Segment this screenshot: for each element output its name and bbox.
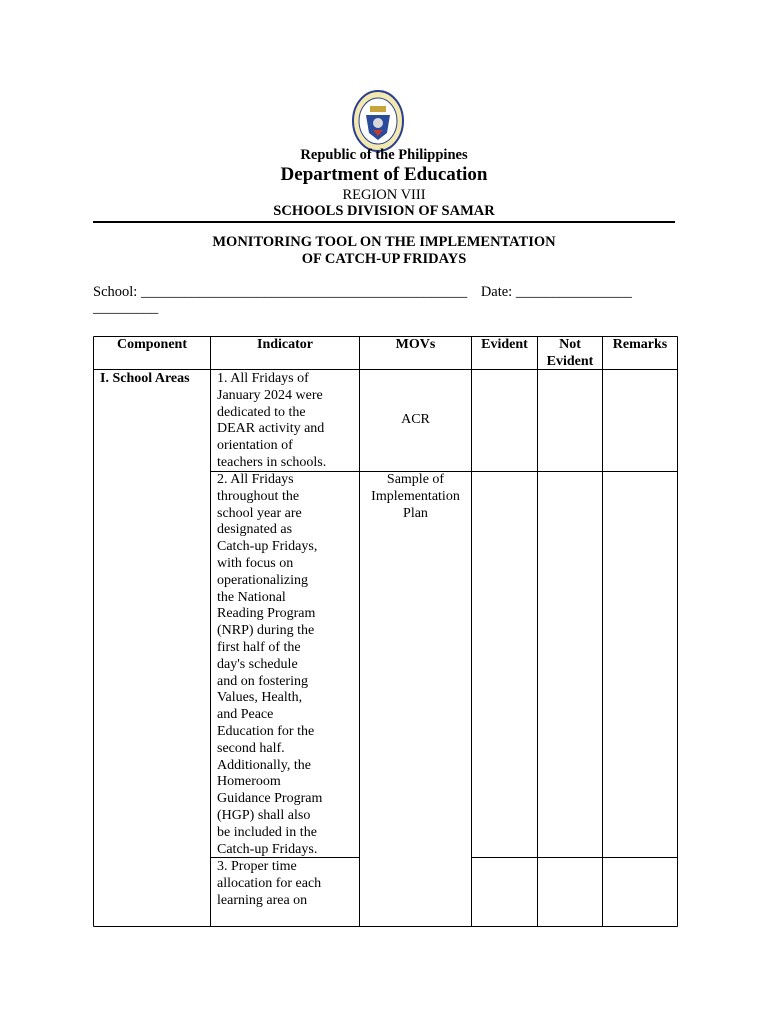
header-not-evident: Not Evident bbox=[546, 337, 594, 369]
header-divider bbox=[93, 221, 675, 223]
deped-seal-logo bbox=[340, 88, 416, 154]
date-input-wrap[interactable]: _________ bbox=[93, 300, 159, 316]
school-label: School: bbox=[93, 284, 138, 300]
header-component: Component bbox=[116, 337, 187, 352]
department-heading: Department of Education bbox=[280, 164, 488, 185]
header-evident: Evident bbox=[481, 337, 528, 352]
region-heading: REGION VIII bbox=[342, 187, 426, 203]
header-indicator: Indicator bbox=[257, 337, 313, 352]
document-title-line-1: MONITORING TOOL ON THE IMPLEMENTATION bbox=[212, 234, 556, 250]
school-date-fields bbox=[93, 284, 632, 301]
republic-heading: Republic of the Philippines bbox=[300, 147, 468, 163]
date-input[interactable]: ________________ bbox=[515, 284, 632, 300]
header-movs: MOVs bbox=[395, 337, 436, 352]
mov-1: ACR bbox=[401, 412, 430, 427]
component-school-areas: I. School Areas bbox=[100, 371, 190, 386]
date-label: Date: bbox=[480, 284, 513, 300]
indicator-2: 2. All Fridays throughout the school year are designated as Catch-up Fridays, with focus on operationalizing the National Reading Program (NRP) during the first half of the day's schedule and on fostering Values, Health, and Peace Education for the second half. Additionally, the Homeroom Guidance Program (HGP) shall also be included in the Catch-up Fridays. bbox=[217, 472, 323, 857]
school-input[interactable]: _____________________________________________ bbox=[140, 284, 468, 300]
document-title-line-2: OF CATCH-UP FRIDAYS bbox=[301, 251, 467, 267]
mov-2: Sample of Implementation Plan bbox=[371, 472, 460, 521]
indicator-3: 3. Proper time allocation for each learning area on bbox=[217, 859, 322, 908]
division-heading: SCHOOLS DIVISION OF SAMAR bbox=[273, 203, 495, 219]
header-remarks: Remarks bbox=[612, 337, 668, 352]
indicator-1: 1. All Fridays of January 2024 were dedicated to the DEAR activity and orientation of teachers in schools. bbox=[217, 371, 327, 470]
